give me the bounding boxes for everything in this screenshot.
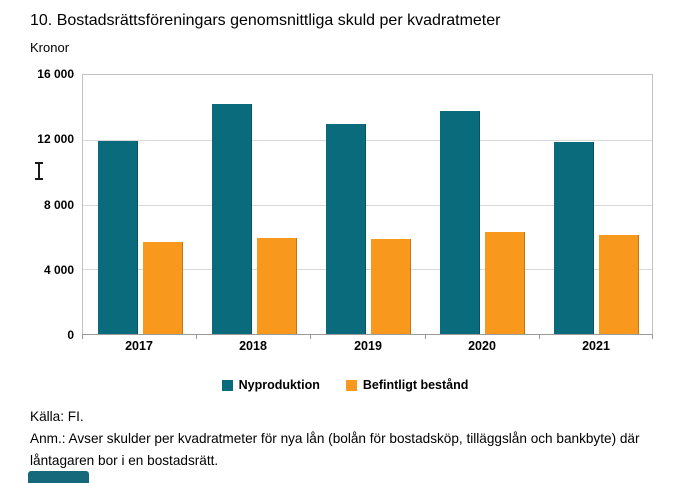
plot-area [82,74,653,335]
source-text: Källa: FI. [30,409,84,424]
y-axis-label: 0 [67,328,74,342]
y-axis-label: 4 000 [43,263,74,277]
bar [257,238,297,334]
bar [326,124,366,334]
bar [440,111,480,334]
y-axis-unit-label: Kronor [30,40,70,55]
bar [371,239,411,334]
chart-title: 10. Bostadsrättsföreningars genomsnittliga skuld per kvadratmeter [30,12,501,29]
bar [599,235,639,334]
cropped-next-element-fragment [28,471,89,483]
bar [485,232,525,334]
bar [554,142,594,334]
legend-item-befintligt-bestand [346,378,469,392]
x-axis-label: 2021 [582,339,610,353]
legend-label: Befintligt bestånd [362,378,469,392]
note-text: Anm.: Avser skulder per kvadratmeter för nya lån (bolån för bostadsköp, tilläggslån och bankbyte) där låntagaren bor i en bostadsrätt. [30,431,640,468]
legend-swatch-teal-icon [222,380,233,391]
legend-swatch-orange-icon [346,380,357,391]
bar [143,242,183,334]
legend-label: Nyproduktion [238,378,320,392]
bars-layer [83,75,652,334]
legend-item-nyproduktion [222,378,320,392]
y-axis-label: 12 000 [37,132,74,146]
y-axis-label: 16 000 [37,67,74,81]
x-axis-label: 2019 [354,339,382,353]
legend [0,378,690,392]
y-axis-label: 8 000 [43,198,74,212]
x-axis-label: 2018 [239,339,267,353]
y-axis [0,67,74,342]
bar [98,141,138,334]
bar [212,104,252,334]
x-axis-labels [82,339,653,355]
footer-notes [30,406,642,472]
x-axis-label: 2020 [468,339,496,353]
text-ibeam-cursor-icon [34,162,44,180]
x-axis-label: 2017 [125,339,153,353]
